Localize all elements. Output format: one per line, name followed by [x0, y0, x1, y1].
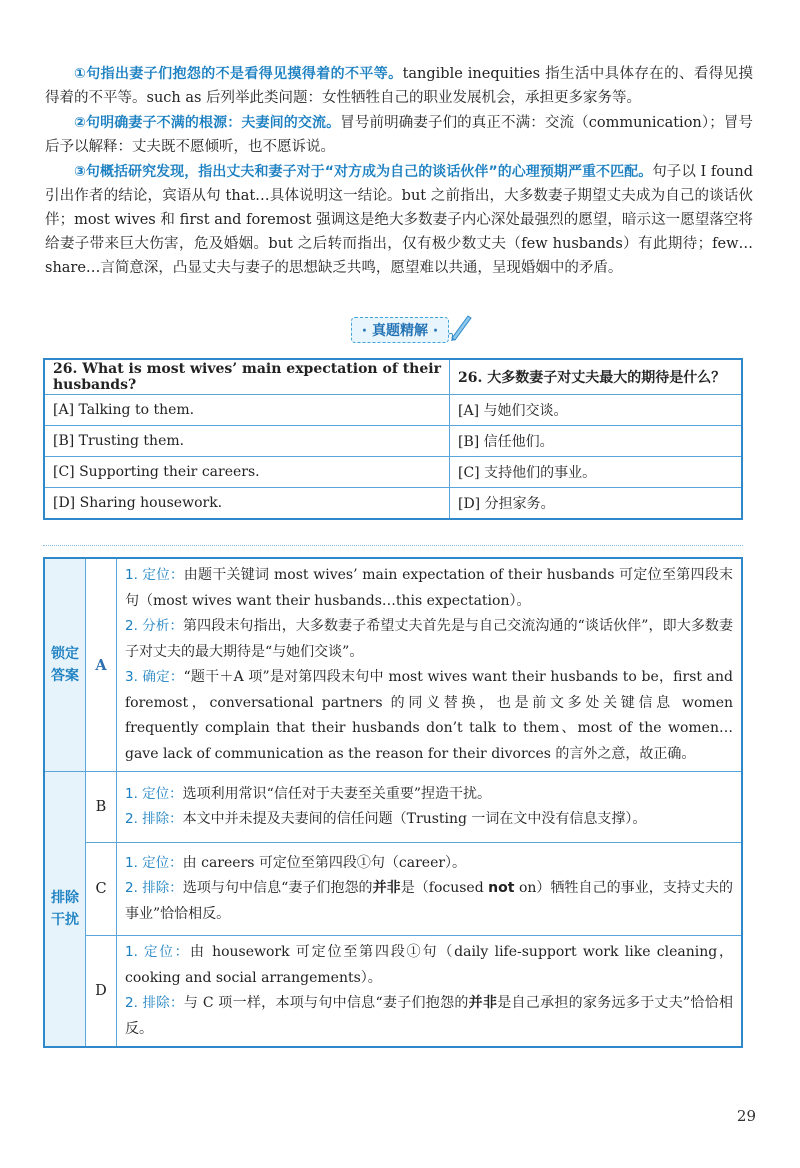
option-row-d [44, 488, 742, 520]
option-row-b [44, 426, 742, 457]
question-table [43, 358, 743, 520]
b-exclude-text: 本文中并未提及夫妻间的信任问题（Trusting 一词在文中没有信息支撑）。 [182, 811, 647, 827]
d-locate-label: 1. 定位： [125, 944, 190, 960]
question-zh: 26. 大多数妻子对丈夫最大的期待是什么？ [450, 359, 743, 395]
exclude-text: 排除干扰 [51, 890, 79, 928]
option-a-en: [A] Talking to them. [44, 395, 450, 426]
note-2 [45, 111, 753, 159]
a-analysis-text: 第四段末句指出，大多数妻子希望丈夫首先是与自己交流沟通的“谈话伙伴”，即大多数妻子对丈夫的最大期待是“与她们交谈”。 [125, 618, 734, 660]
c-locate-text: 由 careers 可定位至第四段①句（career）。 [182, 854, 467, 871]
note-1 [45, 62, 753, 110]
d-bold-bingfei: 并非 [468, 995, 498, 1011]
pen-icon [448, 312, 474, 342]
note-2-highlight: ②句明确妻子不满的根源：夫妻间的交流。 [74, 115, 341, 131]
answer-letter-d: D [86, 936, 117, 1048]
note-3-text: 句子以 I found 引出作者的结论，宾语从句 that…具体说明这一结论。but 之前指出，大多数妻子期望丈夫成为自己的谈话伙伴；most wives 和 first and foremost 强调这是绝大多数妻子内心深处最强烈的愿望，暗示这一愿望落空将给妻子带来巨大伤害，危及婚姻。but 之后转而指出，仅有极少数丈夫（few husbands）有此期待；few…share…言简意深，凸显丈夫与妻子的思想缺乏共鸣，愿望难以共通，呈现婚姻中的矛盾。 [45, 164, 753, 276]
note-3-highlight: ③句概括研究发现，指出丈夫和妻子对于“对方成为自己的谈话伙伴”的心理预期严重不匹配。 [74, 164, 653, 180]
answer-row-c [44, 843, 742, 936]
answer-letter-c: C [86, 843, 117, 936]
b-locate-label: 1. 定位： [125, 785, 183, 802]
c-exclude-text-3: on）牺牲自己的事业，支持丈夫的事业”恰恰相反。 [125, 880, 733, 922]
question-en: 26. What is most wives’ main expectation of their husbands? [44, 359, 450, 395]
note-1-highlight: ①句指出妻子们抱怨的不是看得见摸得着的不平等。 [74, 66, 403, 82]
answer-row-a [44, 558, 742, 772]
option-c-en: [C] Supporting their careers. [44, 457, 450, 488]
c-bold-not: not [488, 880, 515, 897]
section-tag-label: · 真题精解 · [361, 323, 439, 339]
option-c-zh: [C] 支持他们的事业。 [450, 457, 743, 488]
option-row-c [44, 457, 742, 488]
answer-letter-a: A [86, 558, 117, 772]
d-exclude-label: 2. 排除： [125, 995, 184, 1011]
d-exclude-text-1: 与 C 项一样，本项与句中信息“妻子们抱怨的 [183, 995, 469, 1011]
d-locate-text: 由 housework 可定位至第四段①句（daily life-support work like cleaning，cooking and social arrangements）。 [125, 944, 734, 986]
answer-table [43, 557, 743, 1048]
c-bold-bingfei: 并非 [372, 880, 401, 897]
dotted-divider [43, 545, 743, 546]
section-tag-wrap [0, 317, 800, 343]
c-exclude-text-1: 选项与句中信息“妻子们抱怨的 [182, 880, 373, 897]
a-locate-label: 1. 定位： [125, 567, 184, 583]
page-number: 29 [736, 1107, 756, 1125]
c-exclude-text-2: 是（focused [400, 880, 489, 897]
analysis-notes [45, 62, 753, 281]
lock-answer-label [44, 558, 86, 772]
c-exclude-label: 2. 排除： [125, 880, 183, 897]
note-3 [45, 160, 753, 280]
b-exclude-label: 2. 排除： [125, 811, 183, 827]
a-confirm-text: “题干＋A 项”是对第四段末句中 most wives want their husbands to be，first and foremost，conversational partners 的同义替换，也是前文多处关键信息 women frequently complain that their husbands don’t talk to them、most of the women…gave lack of communication as the reason for their divorces 的言外之意，故正确。 [125, 669, 734, 762]
note-2-text: 冒号前明确妻子们的真正不满：交流（communication）；冒号后予以解释：丈夫既不愿倾听，也不愿诉说。 [45, 115, 753, 155]
option-b-en: [B] Trusting them. [44, 426, 450, 457]
answer-c-body [117, 843, 743, 936]
answer-b-body [117, 772, 743, 843]
a-confirm-label: 3. 确定： [125, 669, 184, 685]
a-locate-text: 由题干关键词 most wives’ main expectation of their husbands 可定位至第四段末句（most wives want their husbands…this expectation）。 [125, 567, 733, 609]
option-d-zh: [D] 分担家务。 [450, 488, 743, 520]
option-a-zh: [A] 与她们交谈。 [450, 395, 743, 426]
answer-row-d [44, 936, 742, 1048]
exclude-label [44, 772, 86, 1048]
option-row-a [44, 395, 742, 426]
question-row [44, 359, 742, 395]
answer-letter-b: B [86, 772, 117, 843]
d-exclude-text-2: 是自己承担的家务远多于丈夫”恰恰相反。 [125, 995, 734, 1037]
note-1-text: tangible inequities 指生活中具体存在的、看得见摸得着的不平等。such as 后列举此类问题：女性牺牲自己的职业发展机会，承担更多家务等。 [45, 66, 753, 106]
b-locate-text: 选项利用常识“信任对于夫妻至关重要”捏造干扰。 [182, 785, 491, 802]
option-d-en: [D] Sharing housework. [44, 488, 450, 520]
lock-answer-text: 锁定答案 [51, 646, 79, 684]
section-tag [351, 317, 449, 343]
option-b-zh: [B] 信任他们。 [450, 426, 743, 457]
c-locate-label: 1. 定位： [125, 854, 183, 871]
answer-row-b [44, 772, 742, 843]
answer-d-body [117, 936, 743, 1048]
a-analysis-label: 2. 分析： [125, 618, 184, 634]
answer-a-body [117, 558, 743, 772]
